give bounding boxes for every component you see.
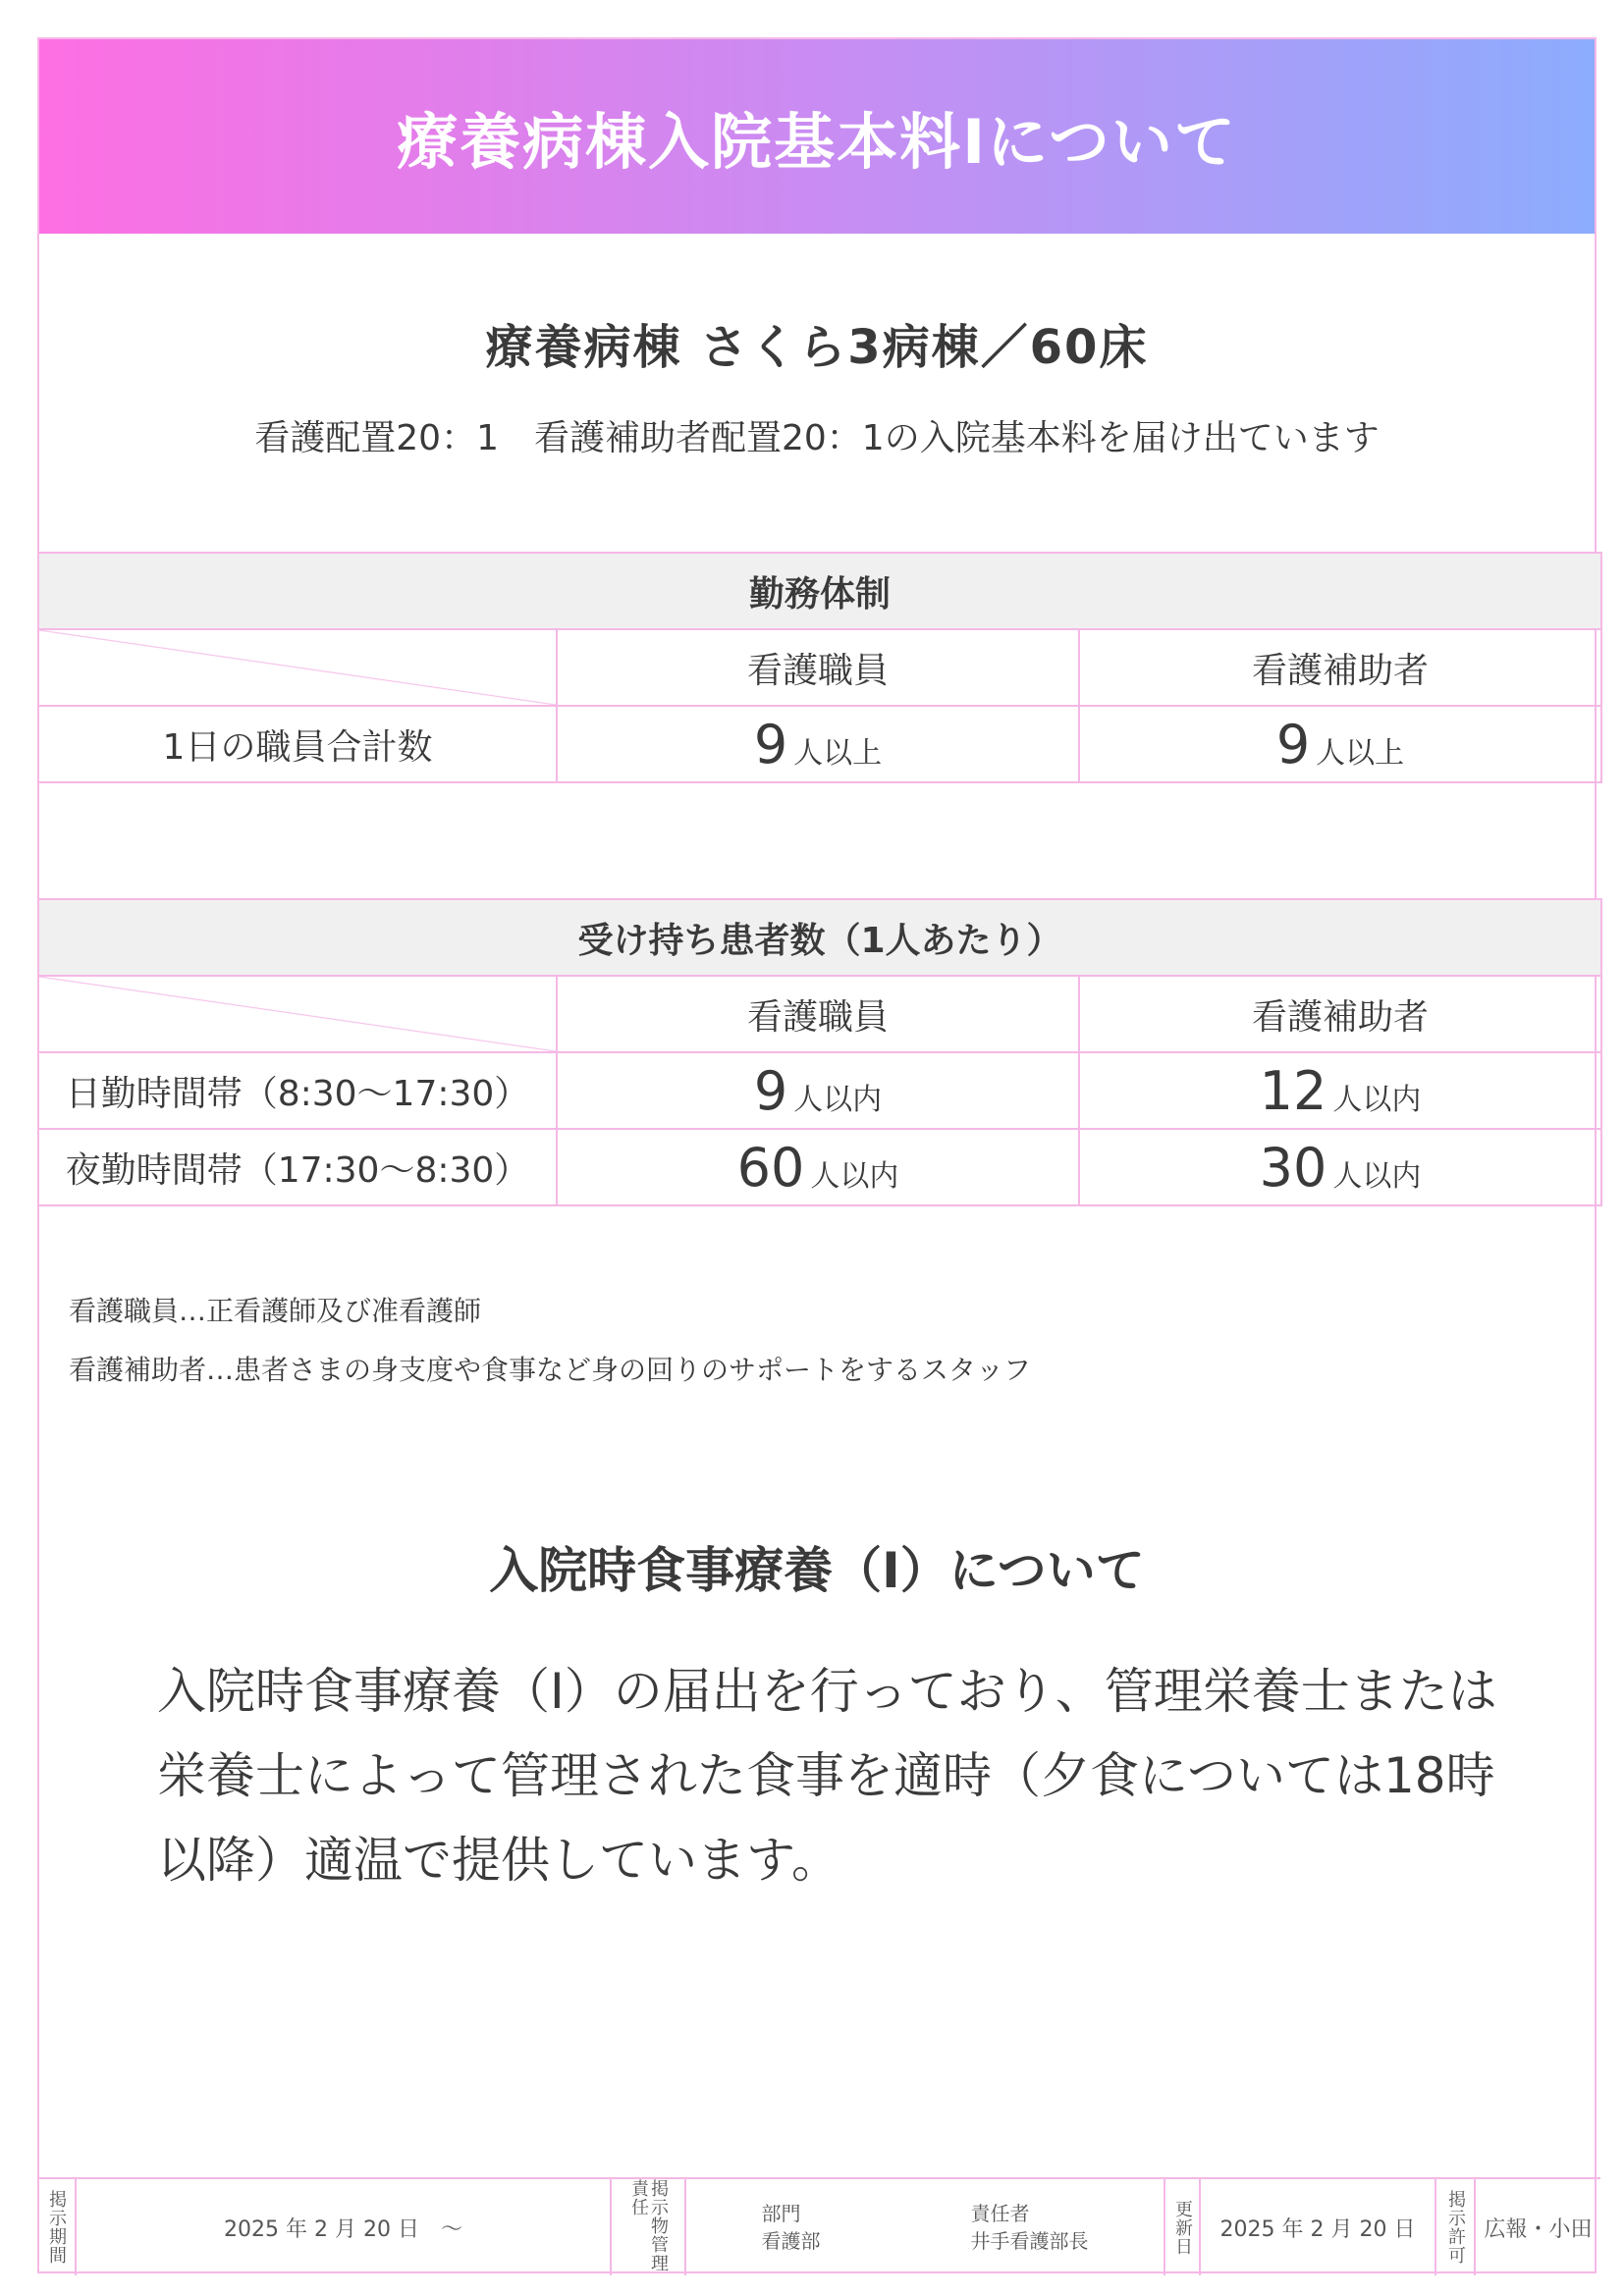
person-label: 責任者 (970, 2202, 1030, 2225)
value: 9 (1275, 713, 1311, 775)
footer-owner-label-cell (612, 2179, 686, 2275)
cell-day-aide (1079, 1052, 1601, 1129)
footer-updated-value-cell (1201, 2179, 1436, 2275)
value: 30 (1259, 1136, 1327, 1199)
row-label-night: 夜勤時間帯（17:30〜8:30） (38, 1129, 557, 1205)
cell-day-nurse (557, 1052, 1079, 1129)
col-aide-header: 看護補助者 (1079, 629, 1601, 706)
meal-title: 入院時食事療養（I）について (489, 1542, 1145, 1599)
cell-night-nurse (557, 1129, 1079, 1205)
footer (37, 2177, 1600, 2275)
footer-updated-label-cell (1165, 2179, 1201, 2275)
ward-description: 看護配置20：1 看護補助者配置20：1の入院基本料を届け出ています (254, 418, 1380, 458)
unit: 人以内 (1332, 1082, 1422, 1117)
unit: 人以上 (1316, 735, 1405, 771)
meal-body: 入院時食事療養（I）の届出を行っており、管理栄養士または栄養士によって管理された食事を適時（夕食については18時以降）適温で提供しています。 (157, 1663, 1497, 1889)
table-row (38, 1129, 1601, 1205)
notes (69, 1282, 1031, 1400)
dept-label: 部門 (761, 2202, 801, 2225)
patients-heading: 受け持ち患者数（1人あたり） (38, 899, 1601, 976)
dept-block (762, 2200, 821, 2255)
footer-permit-label-cell (1436, 2179, 1476, 2275)
col-nurse-header: 看護職員 (557, 976, 1079, 1052)
cell-nurse-total (557, 706, 1079, 782)
cell-night-aide (1079, 1129, 1601, 1205)
footer-dept-cell (686, 2179, 1165, 2275)
unit: 人以内 (793, 1082, 883, 1117)
person-block (971, 2200, 1089, 2255)
period-value: 2025 年 2 月 20 日 〜 (224, 2216, 462, 2242)
period-label: 掲示期間 (46, 2190, 67, 2265)
updated-value: 2025 年 2 月 20 日 (1219, 2216, 1416, 2242)
value: 60 (736, 1136, 805, 1199)
header-banner (39, 39, 1595, 234)
staffing-heading: 勤務体制 (38, 553, 1601, 629)
owner-label: 掲示物管理責任 (628, 2179, 669, 2272)
row-label-day: 日勤時間帯（8:30〜17:30） (38, 1052, 557, 1129)
col-nurse-header: 看護職員 (557, 629, 1079, 706)
footer-permit-value-cell (1476, 2179, 1600, 2275)
unit: 人以上 (793, 735, 883, 771)
footer-period-label-cell (37, 2179, 77, 2275)
unit: 人以内 (810, 1158, 899, 1194)
value: 9 (753, 1059, 788, 1122)
col-aide-header: 看護補助者 (1079, 976, 1601, 1052)
ward-title: 療養病棟 さくら3病棟／60床 (485, 320, 1149, 375)
patients-table (37, 898, 1602, 1206)
row-label-total-staff: 1日の職員合計数 (38, 706, 557, 782)
value: 9 (753, 713, 788, 775)
footer-period-value-cell (77, 2179, 612, 2275)
cell-aide-total (1079, 706, 1601, 782)
note-aide: 看護補助者…患者さまの身支度や食事など身の回りのサポートをするスタッフ (69, 1354, 1032, 1386)
diagonal-cell (38, 629, 557, 706)
diagonal-cell (38, 976, 557, 1052)
page-title: 療養病棟入院基本料Iについて (397, 105, 1237, 178)
permit-value: 広報・小田 (1484, 2216, 1593, 2242)
person-value: 井手看護部長 (970, 2229, 1089, 2253)
table-row (38, 1052, 1601, 1129)
notice-sheet (37, 37, 1597, 2273)
staffing-table (37, 552, 1602, 783)
note-nurse: 看護職員…正看護師及び准看護師 (69, 1295, 482, 1327)
permit-label: 掲示許可 (1445, 2190, 1466, 2265)
unit: 人以内 (1332, 1158, 1422, 1194)
dept-value: 看護部 (761, 2229, 821, 2253)
value: 12 (1259, 1059, 1327, 1122)
updated-label: 更新日 (1172, 2199, 1193, 2256)
